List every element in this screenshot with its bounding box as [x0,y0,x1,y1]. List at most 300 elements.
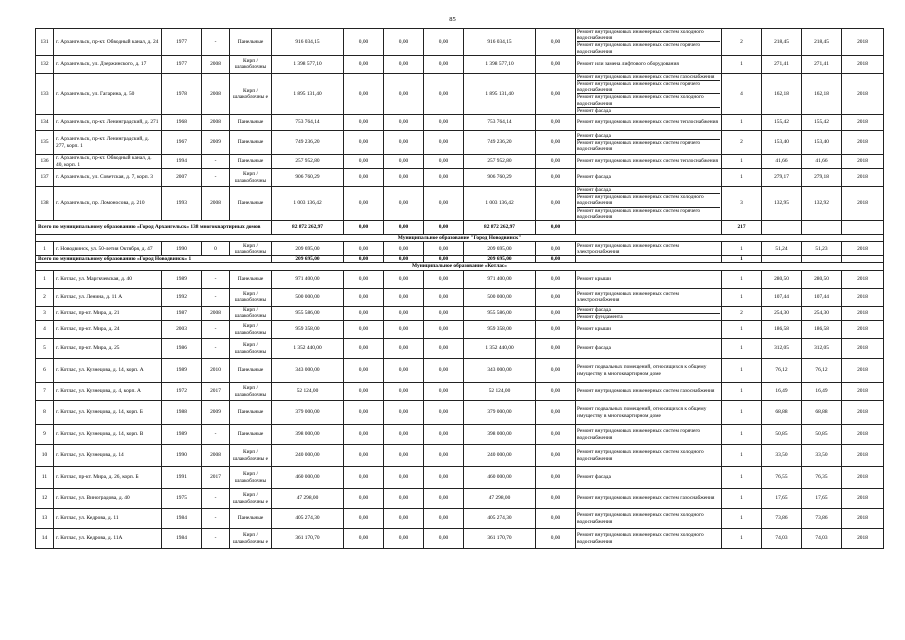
row-number: 135 [36,131,54,155]
fund-other: 0,00 [536,73,576,114]
total-blank [842,256,884,263]
fund-local: 0,00 [424,155,464,169]
plan-year: 2018 [842,115,884,131]
fund-owners: 47 298,00 [464,489,536,509]
unit-cost: 280,50 [762,270,802,288]
works-count: 1 [722,467,762,489]
fund-owners: 240 000,00 [464,445,536,467]
unit-cost: 279,17 [762,169,802,187]
works-count: 1 [722,169,762,187]
total-owners: 209 695,00 [464,256,536,263]
max-unit-cost: 76,35 [802,467,842,489]
max-unit-cost: 68,88 [802,401,842,425]
table-row [36,270,884,288]
total-works [576,221,722,235]
works-list [576,401,722,425]
max-unit-cost: 33,50 [802,445,842,467]
plan-year: 2018 [842,401,884,425]
fund-federal: 0,00 [344,339,384,359]
fund-owners: 916 034,15 [464,29,536,56]
year-built: 1968 [162,115,202,131]
row-number: 133 [36,73,54,114]
unit-cost: 132,95 [762,187,802,221]
row-number: 1 [36,242,54,256]
cost-total: 343 000,00 [272,359,344,383]
works-count: 1 [722,339,762,359]
year-built: 2007 [162,169,202,187]
total-blank [802,221,842,235]
address: г. Котлас, пр-кт. Мира, д. 26, корп. Б [54,467,162,489]
cost-total: 52 124,00 [272,383,344,401]
total-label: Всего по муниципальному образованию «Город Новодвинск» 1 [36,256,272,263]
year-reconstruction: - [202,489,230,509]
fund-federal: 0,00 [344,321,384,339]
table-row [36,445,884,467]
max-unit-cost: 107,44 [802,288,842,306]
unit-cost: 76,12 [762,359,802,383]
total-cost: 82 872 262,97 [272,221,344,235]
works-list [576,169,722,187]
table-row [36,29,884,56]
fund-other: 0,00 [536,115,576,131]
works-list [576,73,722,114]
works-count: 1 [722,425,762,445]
works-count: 1 [722,155,762,169]
cost-total: 955 586,00 [272,306,344,320]
work-item: Ремонт или замена лифтового оборудования [577,61,679,68]
table-row [36,55,884,73]
year-reconstruction: 2009 [202,131,230,155]
work-item: Ремонт внутридомовых инженерных систем горячего водоснабжения [577,139,701,153]
cost-total: 257 952,80 [272,155,344,169]
fund-other: 0,00 [536,321,576,339]
work-item: Ремонт внутридомовых инженерных систем холодного водоснабжения [577,29,720,42]
work-item: Ремонт внутридомовых инженерных систем газоснабжения [577,388,715,395]
cost-total: 209 695,00 [272,242,344,256]
fund-federal: 0,00 [344,383,384,401]
fund-local: 0,00 [424,383,464,401]
row-number: 12 [36,489,54,509]
work-item: Ремонт фасада [577,107,611,114]
year-reconstruction: 2008 [202,55,230,73]
fund-owners: 749 236,20 [464,131,536,155]
row-number: 6 [36,359,54,383]
wall-material: Кирп / шлакоблочны е [230,73,272,114]
table-row [36,489,884,509]
works-list [576,339,722,359]
fund-local: 0,00 [424,131,464,155]
plan-year: 2018 [842,187,884,221]
year-built: 1989 [162,425,202,445]
fund-local: 0,00 [424,187,464,221]
works-count: 1 [722,509,762,529]
wall-material: Кирп / шлакоблочны [230,242,272,256]
address: г. Котлас, пр-кт. Мира, д. 25 [54,339,162,359]
year-built: 1986 [162,339,202,359]
year-built: 1978 [162,73,202,114]
total-owners: 82 872 262,97 [464,221,536,235]
plan-year: 2018 [842,131,884,155]
max-unit-cost: 155,42 [802,115,842,131]
works-list [576,529,722,549]
fund-federal: 0,00 [344,529,384,549]
fund-local: 0,00 [424,425,464,445]
fund-owners: 1 003 136,42 [464,187,536,221]
fund-federal: 0,00 [344,306,384,320]
work-item: Ремонт внутридомовых инженерных систем горячего водоснабжения [577,81,720,94]
row-number: 10 [36,445,54,467]
fund-owners: 753 764,14 [464,115,536,131]
fund-owners: 460 000,00 [464,467,536,489]
works-list [576,29,722,56]
work-item: Ремонт фасада [577,474,611,481]
work-item: Ремонт внутридомовых инженерных систем газоснабжения [577,74,720,81]
total-other: 0,00 [536,221,576,235]
fund-regional: 0,00 [384,401,424,425]
plan-year: 2018 [842,55,884,73]
year-reconstruction: 2008 [202,306,230,320]
year-built: 2003 [162,321,202,339]
works-count: 1 [722,359,762,383]
year-built: 1972 [162,383,202,401]
fund-other: 0,00 [536,359,576,383]
unit-cost: 17,65 [762,489,802,509]
max-unit-cost: 76,12 [802,359,842,383]
works-count: 4 [722,73,762,114]
work-item: Ремонт внутридомовых инженерных систем холодного водоснабжения [577,94,720,107]
year-reconstruction: - [202,155,230,169]
works-list [576,509,722,529]
unit-cost: 73,86 [762,509,802,529]
year-built: 1990 [162,445,202,467]
fund-federal: 0,00 [344,467,384,489]
fund-regional: 0,00 [384,169,424,187]
year-reconstruction: - [202,509,230,529]
unit-cost: 16,49 [762,383,802,401]
fund-regional: 0,00 [384,321,424,339]
work-item: Ремонт подвальных помещений, относящихся к общему имуществу в многоквартирном доме [577,364,707,377]
cost-total: 906 760,29 [272,169,344,187]
fund-other: 0,00 [536,169,576,187]
wall-material: Кирп / шлакоблочны [230,467,272,489]
table-row [36,155,884,169]
wall-material: Кирп / шлакоблочны [230,321,272,339]
max-unit-cost: 186,58 [802,321,842,339]
wall-material: Панельные [230,359,272,383]
works-count: 1 [722,401,762,425]
max-unit-cost: 218,45 [802,29,842,56]
unit-cost: 153,40 [762,131,802,155]
fund-regional: 0,00 [384,73,424,114]
total-works [576,256,722,263]
fund-other: 0,00 [536,155,576,169]
unit-cost: 107,44 [762,288,802,306]
works-count: 1 [722,242,762,256]
table-row [36,509,884,529]
fund-local: 0,00 [424,445,464,467]
table-row [36,359,884,383]
cost-total: 47 298,00 [272,489,344,509]
municipality-header [36,235,884,242]
plan-year: 2018 [842,270,884,288]
fund-regional: 0,00 [384,155,424,169]
total-federal: 0,00 [344,221,384,235]
work-item: Ремонт внутридомовых инженерных систем холодного водоснабжения [577,532,704,545]
wall-material: Панельные [230,187,272,221]
works-list [576,131,722,155]
address: г. Котлас, ул. Кузнецова, д. 4, корп. А [54,383,162,401]
plan-year: 2018 [842,509,884,529]
plan-year: 2018 [842,383,884,401]
year-reconstruction: - [202,425,230,445]
year-built: 1977 [162,29,202,56]
fund-other: 0,00 [536,401,576,425]
unit-cost: 68,88 [762,401,802,425]
row-number: 11 [36,467,54,489]
wall-material: Кирп / шлакоблочны [230,169,272,187]
fund-owners: 1 398 577,10 [464,55,536,73]
cost-total: 916 034,15 [272,29,344,56]
year-built: 1994 [162,155,202,169]
year-reconstruction: - [202,339,230,359]
address: г. Архангельск, пр. Ломоносова, д. 210 [54,187,162,221]
wall-material: Панельные [230,115,272,131]
fund-owners: 959 358,00 [464,321,536,339]
fund-regional: 0,00 [384,359,424,383]
fund-federal: 0,00 [344,169,384,187]
fund-local: 0,00 [424,115,464,131]
cost-total: 405 274,30 [272,509,344,529]
fund-regional: 0,00 [384,55,424,73]
wall-material: Кирп / шлакоблочны е [230,529,272,549]
fund-federal: 0,00 [344,73,384,114]
works-list [576,187,722,221]
cost-total: 959 358,00 [272,321,344,339]
unit-cost: 41,66 [762,155,802,169]
fund-regional: 0,00 [384,288,424,306]
fund-other: 0,00 [536,445,576,467]
table-row [36,529,884,549]
works-count: 1 [722,115,762,131]
fund-owners: 1 352 440,00 [464,339,536,359]
address: г. Котлас, ул. Ленина, д. 11 А [54,288,162,306]
wall-material: Кирп / шлакоблочны е [230,445,272,467]
row-number: 132 [36,55,54,73]
total-federal: 0,00 [344,256,384,263]
address: г. Архангельск, ул. Советская, д. 7, корп. 3 [54,169,162,187]
year-built: 1989 [162,270,202,288]
fund-other: 0,00 [536,270,576,288]
unit-cost: 51,24 [762,242,802,256]
row-number: 4 [36,321,54,339]
page-number: 85 [449,16,456,23]
wall-material: Панельные [230,131,272,155]
wall-material: Панельные [230,29,272,56]
fund-owners: 361 170,70 [464,529,536,549]
year-built: 1993 [162,187,202,221]
table-row [36,73,884,114]
address: г. Котлас, ул. Кузнецова, д. 14, корп. Б [54,401,162,425]
fund-federal: 0,00 [344,131,384,155]
max-unit-cost: 254,30 [802,306,842,320]
row-number: 13 [36,509,54,529]
address: г. Котлас, ул. Кузнецова, д. 14, корп. А [54,359,162,383]
work-item: Ремонт фасада [577,307,720,314]
fund-regional: 0,00 [384,242,424,256]
cost-total: 1 398 577,10 [272,55,344,73]
unit-cost: 50,85 [762,425,802,445]
year-reconstruction: - [202,270,230,288]
year-built: 1984 [162,529,202,549]
max-unit-cost: 16,49 [802,383,842,401]
fund-owners: 379 000,00 [464,401,536,425]
total-count: 1 [722,256,762,263]
unit-cost: 271,41 [762,55,802,73]
total-blank [802,256,842,263]
fund-local: 0,00 [424,169,464,187]
work-item: Ремонт внутридомовых инженерных систем холодного водоснабжения [577,194,720,207]
fund-local: 0,00 [424,509,464,529]
year-reconstruction: - [202,288,230,306]
cost-total: 1 352 440,00 [272,339,344,359]
fund-regional: 0,00 [384,115,424,131]
works-count: 1 [722,288,762,306]
fund-other: 0,00 [536,467,576,489]
work-item: Ремонт внутридомовых инженерных систем горячего водоснабжения [577,207,701,220]
work-item: Ремонт крыши [577,326,611,333]
total-cost: 209 695,00 [272,256,344,263]
works-count: 3 [722,187,762,221]
max-unit-cost: 162,18 [802,73,842,114]
fund-local: 0,00 [424,401,464,425]
row-number: 9 [36,425,54,445]
fund-other: 0,00 [536,131,576,155]
total-count: 217 [722,221,762,235]
plan-year: 2018 [842,339,884,359]
max-unit-cost: 271,41 [802,55,842,73]
year-reconstruction: 2017 [202,467,230,489]
table-row [36,383,884,401]
total-blank [842,221,884,235]
works-list [576,445,722,467]
unit-cost: 33,50 [762,445,802,467]
fund-other: 0,00 [536,306,576,320]
row-number: 134 [36,115,54,131]
fund-owners: 500 000,00 [464,288,536,306]
plan-year: 2018 [842,288,884,306]
address: г. Котлас, ул. Кузнецова, д. 14, корп. В [54,425,162,445]
fund-owners: 1 895 131,40 [464,73,536,114]
plan-year: 2018 [842,306,884,320]
wall-material: Кирп / шлакоблочны е [230,489,272,509]
fund-regional: 0,00 [384,529,424,549]
fund-regional: 0,00 [384,467,424,489]
works-list [576,270,722,288]
fund-federal: 0,00 [344,55,384,73]
wall-material: Панельные [230,509,272,529]
table-row [36,306,884,320]
fund-federal: 0,00 [344,425,384,445]
fund-local: 0,00 [424,73,464,114]
year-reconstruction: - [202,29,230,56]
fund-regional: 0,00 [384,445,424,467]
max-unit-cost: 74,03 [802,529,842,549]
work-item: Ремонт внутридомовых инженерных систем горячего водоснабжения [577,428,701,441]
plan-year: 2018 [842,155,884,169]
fund-owners: 398 000,00 [464,425,536,445]
year-built: 1987 [162,306,202,320]
wall-material: Панельные [230,270,272,288]
fund-other: 0,00 [536,288,576,306]
fund-federal: 0,00 [344,445,384,467]
fund-owners: 955 586,00 [464,306,536,320]
works-list [576,425,722,445]
fund-local: 0,00 [424,359,464,383]
fund-regional: 0,00 [384,489,424,509]
plan-year: 2018 [842,242,884,256]
wall-material: Панельные [230,425,272,445]
fund-other: 0,00 [536,509,576,529]
cost-total: 460 000,00 [272,467,344,489]
fund-local: 0,00 [424,288,464,306]
address: г. Архангельск, пр-кт. Обводный канал, д. 40, корп. 1 [54,155,162,169]
table-row [36,425,884,445]
works-count: 2 [722,29,762,56]
work-item: Ремонт крыши [577,276,611,283]
fund-owners: 405 274,30 [464,509,536,529]
year-reconstruction: - [202,529,230,549]
fund-owners: 209 695,00 [464,242,536,256]
total-row [36,221,884,235]
plan-year: 2018 [842,321,884,339]
fund-federal: 0,00 [344,401,384,425]
max-unit-cost: 153,40 [802,131,842,155]
total-row [36,256,884,263]
work-item: Ремонт фундамента [577,313,623,320]
work-item: Ремонт фасада [577,174,611,181]
table-row [36,339,884,359]
year-built: 1984 [162,509,202,529]
cost-total: 753 764,14 [272,115,344,131]
fund-local: 0,00 [424,321,464,339]
cost-total: 398 000,00 [272,425,344,445]
table-row [36,131,884,155]
work-item: Ремонт внутридомовых инженерных систем холодного водоснабжения [577,512,704,525]
year-reconstruction: 0 [202,242,230,256]
unit-cost: 155,42 [762,115,802,131]
works-count: 1 [722,445,762,467]
year-reconstruction: - [202,169,230,187]
works-list [576,489,722,509]
fund-local: 0,00 [424,306,464,320]
fund-federal: 0,00 [344,359,384,383]
works-count: 2 [722,131,762,155]
max-unit-cost: 73,86 [802,509,842,529]
works-count: 1 [722,383,762,401]
plan-year: 2018 [842,529,884,549]
row-number: 2 [36,288,54,306]
works-list [576,359,722,383]
fund-owners: 343 000,00 [464,359,536,383]
row-number: 7 [36,383,54,401]
works-list [576,115,722,131]
row-number: 8 [36,401,54,425]
year-reconstruction: 2008 [202,73,230,114]
fund-local: 0,00 [424,55,464,73]
year-built: 1975 [162,489,202,509]
fund-other: 0,00 [536,489,576,509]
total-blank [762,221,802,235]
